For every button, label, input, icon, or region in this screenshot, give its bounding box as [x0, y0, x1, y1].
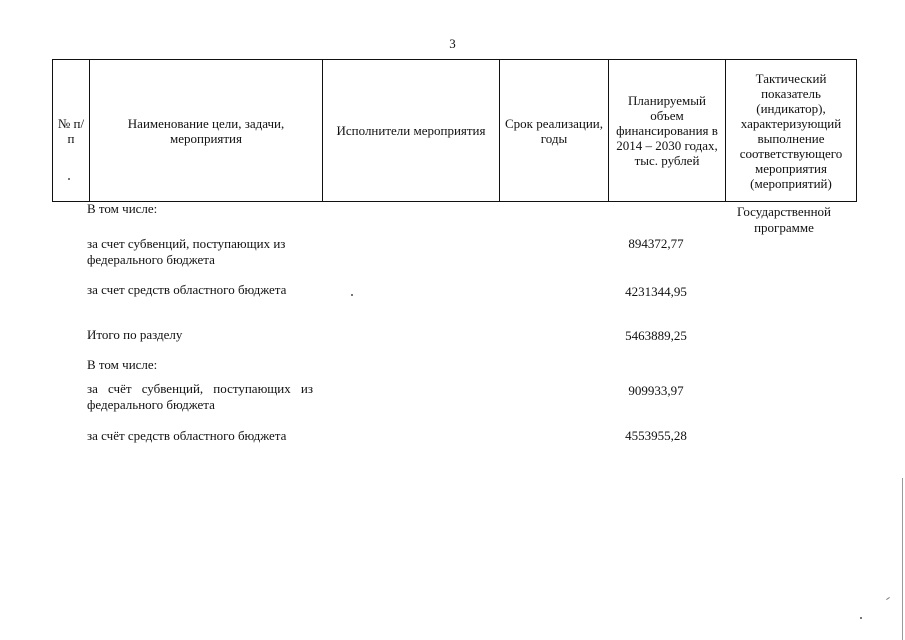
row-value: 5463889,25 [625, 328, 687, 343]
row-label: В том числе: [87, 357, 158, 372]
indicator-overflow-text: Государственной программе [736, 204, 831, 235]
header-number: № п/п [53, 60, 90, 202]
row-label: В том числе: [87, 201, 158, 216]
scan-speck [351, 294, 353, 296]
table-header [52, 59, 857, 202]
header-name: Наименование цели, задачи, мероприятия [90, 60, 323, 202]
header-funding: Планируемый объем финансирования в 2014 – 2030 годах, тыс. рублей [609, 60, 726, 202]
header-executors: Исполнители мероприятия [323, 60, 500, 202]
row-value: 4553955,28 [625, 428, 687, 443]
scan-speck [886, 597, 890, 600]
row-value: 909933,97 [628, 383, 684, 398]
row-label: Итого по разделу [87, 327, 183, 342]
page-number: 3 [449, 36, 456, 51]
scan-speck [68, 178, 70, 180]
header-indicator: Тактический показатель (индикатор), характеризующий выполнение соответствующего мероприятия (мероприятий) [726, 60, 857, 202]
row-value: 894372,77 [628, 236, 684, 251]
row-label: за счет средств областного бюджета [87, 282, 287, 297]
scan-speck [860, 617, 862, 619]
scan-edge-line [902, 478, 903, 640]
row-label: за счет субвенций, поступающих из федерального бюджета [87, 236, 286, 267]
row-label: за счёт средств областного бюджета [87, 428, 287, 443]
header-period: Срок реализации, годы [500, 60, 609, 202]
row-label: за счёт субвенций, поступающих из федерального бюджета [87, 381, 313, 412]
row-value: 4231344,95 [625, 284, 687, 299]
